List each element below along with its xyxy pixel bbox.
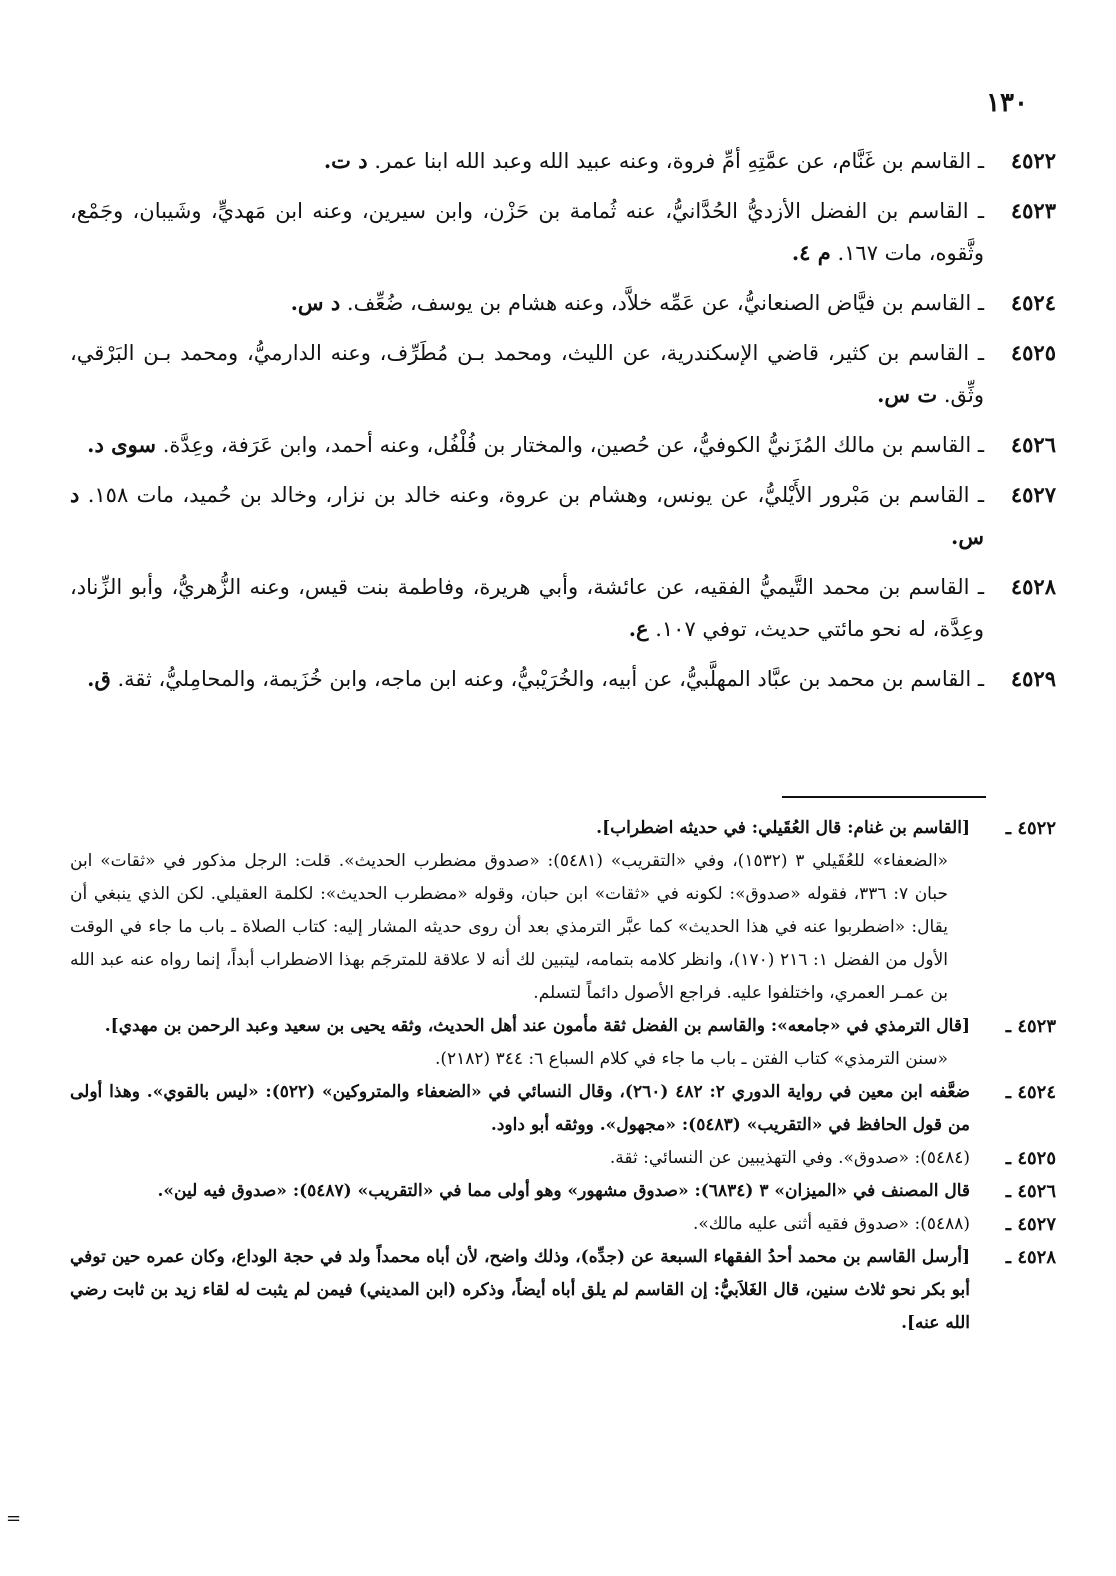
entry-number: ٤٥٢٤ [1010, 290, 1056, 315]
entry-symbols: د س. [70, 482, 984, 549]
footnote-number: ٤٥٢٦ ـ [1005, 1181, 1056, 1202]
footnote-text [70, 1010, 970, 1076]
entry-number: ٤٥٢٧ [1010, 482, 1056, 507]
footnote-number: ٤٥٢٢ ـ [1005, 818, 1056, 839]
footnote-text [70, 1076, 970, 1142]
entry-body: ـ القاسم بن كثير، قاضي الإسكندرية، عن الليث، ومحمد بـن مُطَرِّف، وعنه الدارميُّ، ومحمد بـن البَرْقي، وثِّق. [70, 341, 984, 407]
entry-row [70, 474, 1056, 558]
entry-body: ـ القاسم بن محمد التَّيميُّ الفقيه، عن عائشة، وأبي هريرة، وفاطمة بنت قيس، وعنه الزُّهريُّ، وأبو الزِّناد، وعِدَّة، له نحو مائتي حديث، توفي ١٠٧. [70, 575, 984, 641]
entry-symbols: ت س. [877, 382, 938, 407]
footnote-row [70, 1010, 1056, 1076]
entry-symbols: د ت. [323, 148, 368, 173]
footnote-row [70, 1142, 1056, 1175]
footnote-quote: ضعَّفه ابن معين في رواية الدوري ٢: ٤٨٢ (٢٦٠)، وقال النسائي في «الضعفاء والمتروكين» (٥٢٢): «ليس بالقوي». وهذا أولى من قول الحافظ في «التقريب» (٥٤٨٣): «مجهول». ووثقه أبو داود. [70, 1082, 970, 1135]
footnote-number: ٤٥٢٤ ـ [1005, 1082, 1056, 1103]
entry-symbols: سوى د. [87, 432, 157, 457]
entry-number: ٤٥٢٩ [1010, 666, 1056, 691]
footnote-number: ٤٥٢٧ ـ [1005, 1214, 1056, 1235]
footnote-row [70, 1208, 1056, 1241]
footnote-source: (٥٤٨٨): «صدوق فقيه أثنى عليه مالك». [692, 1214, 970, 1234]
footnote-source: (٥٤٨٤): «صدوق». وفي التهذيبين عن النسائي: ثقة. [609, 1148, 970, 1168]
entry-symbols: ق. [87, 666, 111, 691]
footnote-text [70, 1142, 970, 1175]
footnote-number: ٤٥٢٣ ـ [1005, 1016, 1056, 1037]
entries-list [70, 140, 1056, 708]
footnotes-list [70, 812, 1056, 1340]
edge-mark: = [6, 1508, 22, 1529]
footnote-quote: قال المصنف في «الميزان» ٣ (٦٨٣٤): «صدوق مشهور» وهو أولى مما في «التقريب» (٥٤٨٧): «صدوق فيه لين». [157, 1181, 970, 1201]
entry-text [70, 140, 984, 182]
entry-body: ـ القاسم بن الفضل الأزديُّ الحُدَّانيُّ، عنه ثُمامة بن حَزْن، وابن سيرين، وعنه ابن مَهديٍّ، وشَيبان، وجَمْع، وثَّقوه، مات ١٦٧. [70, 199, 984, 265]
entry-row [70, 140, 1056, 182]
entry-row [70, 282, 1056, 324]
footnote-row [70, 1076, 1056, 1142]
entry-text [70, 658, 984, 700]
footnote-quote: [أرسل القاسم بن محمد أحدُ الفقهاء السبعة عن (جدِّه)، وذلك واضح، لأن أباه محمداً ولد في حجة الوداع، وكان عمره حين توفي أبو بكر نحو ثلاث سنين، قال الغَلاَبيُّ: إن القاسم لم يلق أباه أيضاً، وذكره (ابن المديني) فيمن لم يثبت له لقاء زيد بن ثابت رضي الله عنه]. [70, 1247, 970, 1333]
footnote-quote: [القاسم بن غنام: قال العُقَيلي: في حديثه اضطراب]. [596, 818, 970, 838]
entry-row [70, 566, 1056, 650]
entry-symbols: ع. [628, 616, 649, 641]
entry-number: ٤٥٢٥ [1010, 340, 1056, 365]
entry-symbols: م ٤. [791, 240, 831, 265]
entry-body: ـ القاسم بن مَبْرور الأَيْليُّ، عن يونس، وهشام بن عروة، وعنه خالد بن نزار، وخالد بن حُميد، مات ١٥٨. [87, 483, 984, 507]
entry-body: ـ القاسم بن محمد بن عبَّاد المهلَّبيُّ، عن أبيه، والخُرَيْبيُّ، وعنه ابن ماجه، وابن خُزَيمة، والمحامِليُّ، ثقة. [117, 667, 984, 691]
entry-body: ـ القاسم بن فيَّاض الصنعانيُّ، عن عَمِّه خلاَّد، وعنه هشام بن يوسف، ضُعِّف. [346, 291, 984, 315]
entry-body: ـ القاسم بن مالك المُزَنيُّ الكوفيُّ، عن حُصين، والمختار بن فُلْفُل، وعنه أحمد، وابن عَرَفة، وعِدَّة. [162, 433, 984, 457]
footnote-text [70, 1208, 970, 1241]
entry-row [70, 424, 1056, 466]
footnote-text [70, 812, 970, 1010]
entry-number: ٤٥٢٢ [1010, 148, 1056, 173]
footnote-source: «الضعفاء» للعُقَيلي ٣ (١٥٣٢)، وفي «التقريب» (٥٤٨١): «صدوق مضطرب الحديث». قلت: الرجل مذكور في «ثقات» ابن حبان ٧: ٣٣٦، فقوله «صدوق»: لكونه في «ثقات» ابن حبان، وقوله «مضطرب الحديث»: لكلمة العقيلي. لكن الذي ينبغي أن يقال: «اضطربوا عنه في هذا الحديث» كما عبَّر الترمذي بعد أن روى حديثه المشار إليه: كتاب الصلاة ـ باب ما جاء في الوقت الأول من الفضل ١: ٢١٦ (١٧٠)، وانظر كلامه بتمامه، ليتبين لك أنه لا علاقة للمترجَم بهذا الاضطراب أبداً، إنما رواه عنه عبد الله بن عمـر العمري، واختلفوا عليه. فراجع الأصول دائماً لتسلم. [70, 851, 948, 1003]
entry-symbols: د س. [290, 290, 341, 315]
entry-text [70, 424, 984, 466]
entry-body: ـ القاسم بن غَنَّام، عن عمَّتِهِ أمِّ فروة، وعنه عبيد الله وعبد الله ابنا عمر. [374, 149, 984, 173]
entry-number: ٤٥٢٨ [1010, 574, 1056, 599]
footnote-divider [782, 796, 986, 798]
footnote-row [70, 1175, 1056, 1208]
entry-number: ٤٥٢٦ [1010, 432, 1056, 457]
entry-text [70, 566, 984, 650]
entry-row [70, 658, 1056, 700]
entry-text [70, 190, 984, 274]
entry-text [70, 474, 984, 558]
entry-text [70, 282, 984, 324]
footnote-number: ٤٥٢٥ ـ [1005, 1148, 1056, 1169]
footnote-text [70, 1175, 970, 1208]
entry-row [70, 190, 1056, 274]
footnote-row [70, 812, 1056, 1010]
entry-number: ٤٥٢٣ [1010, 198, 1056, 223]
footnote-number: ٤٥٢٨ ـ [1005, 1247, 1056, 1268]
footnote-text [70, 1241, 970, 1340]
footnote-quote: [قال الترمذي في «جامعه»: والقاسم بن الفضل ثقة مأمون عند أهل الحديث، وثقه يحيى بن سعيد وعبد الرحمن بن مهدي]. [104, 1016, 970, 1036]
page-number: ١٣٠ [986, 88, 1028, 118]
entry-text [70, 332, 984, 416]
entry-row [70, 332, 1056, 416]
footnote-source: «سنن الترمذي» كتاب الفتن ـ باب ما جاء في كلام السباع ٦: ٣٤٤ (٢١٨٢). [434, 1049, 948, 1069]
footnote-row [70, 1241, 1056, 1340]
